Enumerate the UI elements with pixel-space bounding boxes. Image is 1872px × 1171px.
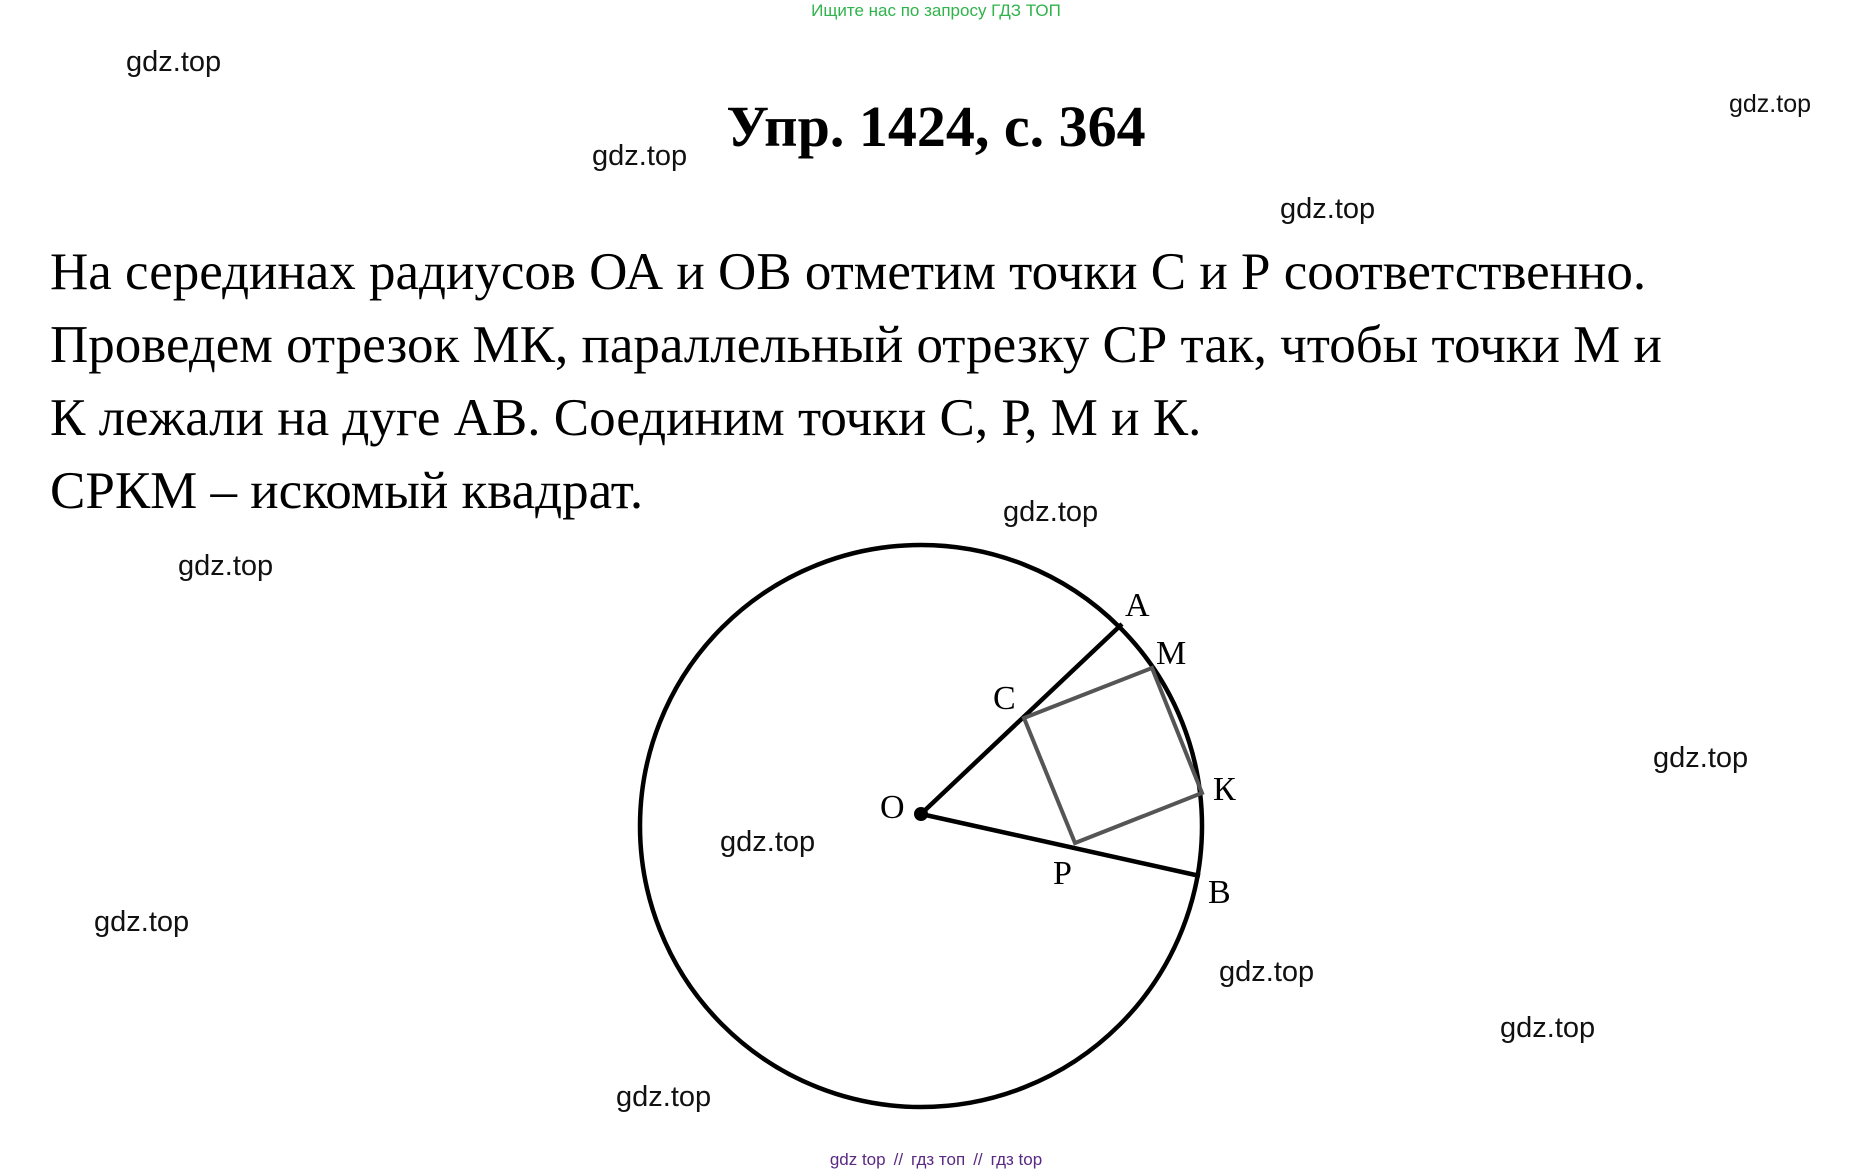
footer-separator: //	[973, 1150, 983, 1169]
label-o: O	[880, 789, 905, 826]
label-p: P	[1053, 855, 1072, 892]
label-m: M	[1156, 635, 1187, 672]
footer-link[interactable]: гдз top	[990, 1150, 1043, 1169]
solution-line-1: На серединах радиусов ОА и ОВ отметим точки С и Р соответственно.	[50, 243, 1647, 301]
solution-line-2: Проведем отрезок МК, параллельный отрезку СР так, чтобы точки М и	[50, 316, 1662, 374]
watermark: gdz.top	[178, 550, 274, 582]
footer-links	[0, 1150, 1872, 1170]
radius-oa	[921, 624, 1122, 814]
watermark: gdz.top	[592, 140, 688, 172]
watermark: gdz.top	[1729, 90, 1812, 118]
solution-line-3: К лежали на дуге АВ. Соединим точки С, Р, М и К.	[50, 389, 1202, 447]
watermark: gdz.top	[616, 1081, 712, 1113]
footer-link[interactable]: gdz top	[829, 1150, 886, 1169]
page-title: Упр. 1424, с. 364	[726, 94, 1146, 159]
center-point-o	[914, 807, 928, 821]
label-k: К	[1213, 771, 1236, 808]
search-banner: Ищите нас по запросу ГДЗ ТОП	[811, 1, 1061, 20]
watermark: gdz.top	[1219, 956, 1315, 988]
footer-link[interactable]: гдз топ	[911, 1150, 966, 1169]
label-c: C	[993, 680, 1016, 717]
watermark: gdz.top	[126, 46, 222, 78]
watermark: gdz.top	[1500, 1012, 1596, 1044]
watermark: gdz.top	[1003, 496, 1099, 528]
watermark: gdz.top	[720, 826, 816, 858]
watermark: gdz.top	[1653, 742, 1749, 774]
label-a: A	[1125, 587, 1150, 624]
footer-separator: //	[893, 1150, 904, 1169]
label-b: B	[1208, 874, 1231, 911]
solution-line-4: СРКМ – искомый квадрат.	[50, 462, 644, 520]
watermark: gdz.top	[1280, 193, 1376, 225]
watermark: gdz.top	[94, 906, 190, 938]
